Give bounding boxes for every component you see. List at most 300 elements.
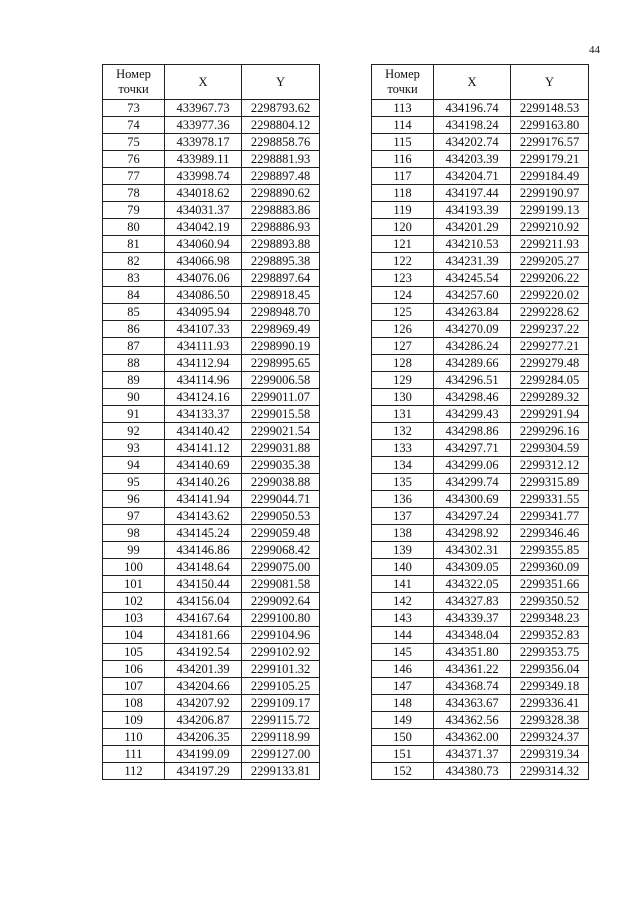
point-number-header <box>103 65 165 100</box>
table-row <box>103 678 320 695</box>
y-coordinate-cell: 2298858.76 <box>242 134 320 151</box>
x-coordinate-cell: 434156.04 <box>165 593 242 610</box>
x-header: X <box>434 65 511 100</box>
point-number-cell: 149 <box>372 712 434 729</box>
point-number-cell: 120 <box>372 219 434 236</box>
point-number-cell: 113 <box>372 100 434 117</box>
y-coordinate-cell: 2299277.21 <box>511 338 589 355</box>
y-coordinate-cell: 2299346.46 <box>511 525 589 542</box>
x-coordinate-cell: 434263.84 <box>434 304 511 321</box>
y-coordinate-cell: 2298918.45 <box>242 287 320 304</box>
point-number-cell: 118 <box>372 185 434 202</box>
point-number-cell: 111 <box>103 746 165 763</box>
header-row <box>103 65 320 100</box>
table-row <box>372 151 589 168</box>
x-coordinate-cell: 434298.86 <box>434 423 511 440</box>
x-coordinate-cell: 434270.09 <box>434 321 511 338</box>
y-coordinate-cell: 2299115.72 <box>242 712 320 729</box>
y-coordinate-cell: 2298793.62 <box>242 100 320 117</box>
point-number-cell: 114 <box>372 117 434 134</box>
x-coordinate-cell: 434322.05 <box>434 576 511 593</box>
table-row <box>372 695 589 712</box>
point-number-cell: 104 <box>103 627 165 644</box>
table-row <box>103 542 320 559</box>
y-coordinate-cell: 2299011.07 <box>242 389 320 406</box>
x-coordinate-cell: 434298.92 <box>434 525 511 542</box>
table-row <box>372 287 589 304</box>
y-coordinate-cell: 2299104.96 <box>242 627 320 644</box>
point-number-header-line1: Номер <box>116 67 151 81</box>
y-coordinate-cell: 2299349.18 <box>511 678 589 695</box>
x-coordinate-cell: 434031.37 <box>165 202 242 219</box>
table-row <box>103 661 320 678</box>
table-row <box>372 559 589 576</box>
x-coordinate-cell: 434201.39 <box>165 661 242 678</box>
x-coordinate-cell: 434066.98 <box>165 253 242 270</box>
y-coordinate-cell: 2299328.38 <box>511 712 589 729</box>
x-coordinate-cell: 434143.62 <box>165 508 242 525</box>
x-coordinate-cell: 434351.80 <box>434 644 511 661</box>
x-coordinate-cell: 434140.26 <box>165 474 242 491</box>
table-row <box>103 559 320 576</box>
point-number-cell: 152 <box>372 763 434 780</box>
y-coordinate-cell: 2299015.58 <box>242 406 320 423</box>
x-coordinate-cell: 434133.37 <box>165 406 242 423</box>
x-coordinate-cell: 434018.62 <box>165 185 242 202</box>
table-row <box>103 610 320 627</box>
table-row <box>372 474 589 491</box>
x-coordinate-cell: 434112.94 <box>165 355 242 372</box>
point-number-cell: 112 <box>103 763 165 780</box>
x-coordinate-cell: 434086.50 <box>165 287 242 304</box>
table-row <box>372 763 589 780</box>
x-coordinate-cell: 434302.31 <box>434 542 511 559</box>
y-coordinate-cell: 2299279.48 <box>511 355 589 372</box>
point-number-cell: 116 <box>372 151 434 168</box>
x-coordinate-cell: 434076.06 <box>165 270 242 287</box>
y-coordinate-cell: 2299353.75 <box>511 644 589 661</box>
y-coordinate-cell: 2299228.62 <box>511 304 589 321</box>
point-number-cell: 110 <box>103 729 165 746</box>
point-number-cell: 141 <box>372 576 434 593</box>
point-number-cell: 98 <box>103 525 165 542</box>
x-coordinate-cell: 434145.24 <box>165 525 242 542</box>
y-coordinate-cell: 2298897.48 <box>242 168 320 185</box>
point-number-cell: 106 <box>103 661 165 678</box>
y-coordinate-cell: 2299118.99 <box>242 729 320 746</box>
point-number-cell: 79 <box>103 202 165 219</box>
y-coordinate-cell: 2299184.49 <box>511 168 589 185</box>
y-coordinate-cell: 2298893.88 <box>242 236 320 253</box>
table-row <box>103 474 320 491</box>
y-header: Y <box>242 65 320 100</box>
y-coordinate-cell: 2299059.48 <box>242 525 320 542</box>
point-number-cell: 101 <box>103 576 165 593</box>
table-row <box>372 644 589 661</box>
table-row <box>103 389 320 406</box>
table-row <box>103 270 320 287</box>
x-coordinate-cell: 434289.66 <box>434 355 511 372</box>
x-coordinate-cell: 434141.94 <box>165 491 242 508</box>
point-number-header-line2: точки <box>387 82 418 96</box>
table-row <box>103 134 320 151</box>
coordinates-table-right <box>371 64 589 780</box>
y-coordinate-cell: 2299341.77 <box>511 508 589 525</box>
point-number-cell: 91 <box>103 406 165 423</box>
x-coordinate-cell: 434193.39 <box>434 202 511 219</box>
y-coordinate-cell: 2299315.89 <box>511 474 589 491</box>
table-header <box>103 65 320 100</box>
point-number-cell: 90 <box>103 389 165 406</box>
point-number-cell: 119 <box>372 202 434 219</box>
point-number-cell: 145 <box>372 644 434 661</box>
y-coordinate-cell: 2298890.62 <box>242 185 320 202</box>
x-coordinate-cell: 434362.00 <box>434 729 511 746</box>
point-number-cell: 135 <box>372 474 434 491</box>
coordinates-table-left <box>102 64 320 780</box>
table-row <box>103 117 320 134</box>
table-row <box>372 406 589 423</box>
x-coordinate-cell: 433977.36 <box>165 117 242 134</box>
table-body <box>103 100 320 780</box>
y-coordinate-cell: 2299031.88 <box>242 440 320 457</box>
y-coordinate-cell: 2299100.80 <box>242 610 320 627</box>
table-row <box>372 338 589 355</box>
y-coordinate-cell: 2299237.22 <box>511 321 589 338</box>
y-coordinate-cell: 2298948.70 <box>242 304 320 321</box>
y-coordinate-cell: 2298883.86 <box>242 202 320 219</box>
point-number-cell: 87 <box>103 338 165 355</box>
y-coordinate-cell: 2299006.58 <box>242 372 320 389</box>
table-row <box>372 219 589 236</box>
x-coordinate-cell: 434141.12 <box>165 440 242 457</box>
point-number-cell: 143 <box>372 610 434 627</box>
point-number-cell: 108 <box>103 695 165 712</box>
table-row <box>103 695 320 712</box>
y-coordinate-cell: 2299312.12 <box>511 457 589 474</box>
point-number-cell: 95 <box>103 474 165 491</box>
table-row <box>103 100 320 117</box>
point-number-cell: 126 <box>372 321 434 338</box>
point-number-cell: 123 <box>372 270 434 287</box>
table-row <box>103 423 320 440</box>
x-coordinate-cell: 434197.29 <box>165 763 242 780</box>
y-coordinate-cell: 2299092.64 <box>242 593 320 610</box>
x-coordinate-cell: 434371.37 <box>434 746 511 763</box>
point-number-cell: 94 <box>103 457 165 474</box>
x-coordinate-cell: 434348.04 <box>434 627 511 644</box>
point-number-cell: 136 <box>372 491 434 508</box>
x-coordinate-cell: 434192.54 <box>165 644 242 661</box>
x-coordinate-cell: 434204.66 <box>165 678 242 695</box>
point-number-cell: 125 <box>372 304 434 321</box>
x-coordinate-cell: 434095.94 <box>165 304 242 321</box>
x-coordinate-cell: 434361.22 <box>434 661 511 678</box>
x-coordinate-cell: 434201.29 <box>434 219 511 236</box>
x-coordinate-cell: 434042.19 <box>165 219 242 236</box>
y-coordinate-cell: 2299075.00 <box>242 559 320 576</box>
table-row <box>103 151 320 168</box>
x-coordinate-cell: 434107.33 <box>165 321 242 338</box>
table-row <box>103 576 320 593</box>
table-row <box>372 117 589 134</box>
point-number-cell: 137 <box>372 508 434 525</box>
y-coordinate-cell: 2299101.32 <box>242 661 320 678</box>
x-coordinate-cell: 434296.51 <box>434 372 511 389</box>
table-row <box>372 321 589 338</box>
point-number-cell: 75 <box>103 134 165 151</box>
x-coordinate-cell: 434111.93 <box>165 338 242 355</box>
y-coordinate-cell: 2298895.38 <box>242 253 320 270</box>
y-coordinate-cell: 2299081.58 <box>242 576 320 593</box>
point-number-cell: 139 <box>372 542 434 559</box>
x-coordinate-cell: 434297.24 <box>434 508 511 525</box>
y-coordinate-cell: 2299336.41 <box>511 695 589 712</box>
x-coordinate-cell: 434202.74 <box>434 134 511 151</box>
point-number-cell: 130 <box>372 389 434 406</box>
y-coordinate-cell: 2299352.83 <box>511 627 589 644</box>
table-row <box>372 729 589 746</box>
point-number-cell: 138 <box>372 525 434 542</box>
y-coordinate-cell: 2299179.21 <box>511 151 589 168</box>
x-coordinate-cell: 434140.42 <box>165 423 242 440</box>
x-coordinate-cell: 434124.16 <box>165 389 242 406</box>
y-coordinate-cell: 2299190.97 <box>511 185 589 202</box>
table-body <box>372 100 589 780</box>
point-number-header-line2: точки <box>118 82 149 96</box>
point-number-cell: 109 <box>103 712 165 729</box>
table-row <box>103 372 320 389</box>
point-number-cell: 129 <box>372 372 434 389</box>
y-coordinate-cell: 2299068.42 <box>242 542 320 559</box>
point-number-cell: 144 <box>372 627 434 644</box>
x-coordinate-cell: 434297.71 <box>434 440 511 457</box>
x-coordinate-cell: 434231.39 <box>434 253 511 270</box>
table-row <box>372 236 589 253</box>
table-row <box>103 525 320 542</box>
table-row <box>372 457 589 474</box>
point-number-header <box>372 65 434 100</box>
point-number-cell: 74 <box>103 117 165 134</box>
table-row <box>103 491 320 508</box>
y-coordinate-cell: 2299291.94 <box>511 406 589 423</box>
x-coordinate-cell: 434257.60 <box>434 287 511 304</box>
table-row <box>103 168 320 185</box>
table-row <box>103 253 320 270</box>
y-coordinate-cell: 2299102.92 <box>242 644 320 661</box>
x-coordinate-cell: 434199.09 <box>165 746 242 763</box>
table-row <box>103 236 320 253</box>
x-coordinate-cell: 434299.43 <box>434 406 511 423</box>
x-coordinate-cell: 434181.66 <box>165 627 242 644</box>
y-coordinate-cell: 2299127.00 <box>242 746 320 763</box>
point-number-cell: 107 <box>103 678 165 695</box>
x-coordinate-cell: 434327.83 <box>434 593 511 610</box>
x-coordinate-cell: 434206.87 <box>165 712 242 729</box>
x-coordinate-cell: 434207.92 <box>165 695 242 712</box>
table-row <box>103 185 320 202</box>
table-row <box>103 355 320 372</box>
x-coordinate-cell: 433978.17 <box>165 134 242 151</box>
x-coordinate-cell: 434198.24 <box>434 117 511 134</box>
y-coordinate-cell: 2298804.12 <box>242 117 320 134</box>
point-number-cell: 89 <box>103 372 165 389</box>
point-number-cell: 121 <box>372 236 434 253</box>
table-row <box>372 372 589 389</box>
y-coordinate-cell: 2298995.65 <box>242 355 320 372</box>
y-coordinate-cell: 2299044.71 <box>242 491 320 508</box>
x-header: X <box>165 65 242 100</box>
table-row <box>372 525 589 542</box>
x-coordinate-cell: 434299.74 <box>434 474 511 491</box>
y-coordinate-cell: 2299176.57 <box>511 134 589 151</box>
point-number-cell: 117 <box>372 168 434 185</box>
point-number-cell: 96 <box>103 491 165 508</box>
table-row <box>372 304 589 321</box>
point-number-cell: 81 <box>103 236 165 253</box>
y-coordinate-cell: 2299355.85 <box>511 542 589 559</box>
x-coordinate-cell: 434060.94 <box>165 236 242 253</box>
y-coordinate-cell: 2299220.02 <box>511 287 589 304</box>
table-header <box>372 65 589 100</box>
y-coordinate-cell: 2299289.32 <box>511 389 589 406</box>
table-row <box>372 712 589 729</box>
table-row <box>103 304 320 321</box>
y-coordinate-cell: 2298881.93 <box>242 151 320 168</box>
point-number-cell: 93 <box>103 440 165 457</box>
y-header: Y <box>511 65 589 100</box>
point-number-cell: 122 <box>372 253 434 270</box>
point-number-cell: 97 <box>103 508 165 525</box>
y-coordinate-cell: 2299296.16 <box>511 423 589 440</box>
point-number-cell: 82 <box>103 253 165 270</box>
table-row <box>103 338 320 355</box>
table-row <box>103 287 320 304</box>
table-row <box>103 406 320 423</box>
table-row <box>372 100 589 117</box>
x-coordinate-cell: 434148.64 <box>165 559 242 576</box>
x-coordinate-cell: 434298.46 <box>434 389 511 406</box>
point-number-cell: 105 <box>103 644 165 661</box>
point-number-cell: 85 <box>103 304 165 321</box>
y-coordinate-cell: 2299148.53 <box>511 100 589 117</box>
table-row <box>103 593 320 610</box>
table-row <box>103 763 320 780</box>
y-coordinate-cell: 2299038.88 <box>242 474 320 491</box>
table-row <box>103 219 320 236</box>
y-coordinate-cell: 2298969.49 <box>242 321 320 338</box>
x-coordinate-cell: 434362.56 <box>434 712 511 729</box>
x-coordinate-cell: 434150.44 <box>165 576 242 593</box>
x-coordinate-cell: 434286.24 <box>434 338 511 355</box>
y-coordinate-cell: 2299284.05 <box>511 372 589 389</box>
point-number-cell: 132 <box>372 423 434 440</box>
point-number-cell: 102 <box>103 593 165 610</box>
table-row <box>372 185 589 202</box>
y-coordinate-cell: 2299331.55 <box>511 491 589 508</box>
x-coordinate-cell: 434146.86 <box>165 542 242 559</box>
point-number-cell: 80 <box>103 219 165 236</box>
table-row <box>372 576 589 593</box>
y-coordinate-cell: 2298897.64 <box>242 270 320 287</box>
table-row <box>372 134 589 151</box>
y-coordinate-cell: 2299350.52 <box>511 593 589 610</box>
point-number-cell: 133 <box>372 440 434 457</box>
point-number-cell: 86 <box>103 321 165 338</box>
x-coordinate-cell: 434299.06 <box>434 457 511 474</box>
y-coordinate-cell: 2299324.37 <box>511 729 589 746</box>
y-coordinate-cell: 2299133.81 <box>242 763 320 780</box>
x-coordinate-cell: 434167.64 <box>165 610 242 627</box>
table-row <box>372 491 589 508</box>
x-coordinate-cell: 434339.37 <box>434 610 511 627</box>
point-number-cell: 146 <box>372 661 434 678</box>
point-number-cell: 131 <box>372 406 434 423</box>
point-number-cell: 92 <box>103 423 165 440</box>
point-number-cell: 83 <box>103 270 165 287</box>
y-coordinate-cell: 2299356.04 <box>511 661 589 678</box>
point-number-cell: 128 <box>372 355 434 372</box>
x-coordinate-cell: 434210.53 <box>434 236 511 253</box>
x-coordinate-cell: 434197.44 <box>434 185 511 202</box>
x-coordinate-cell: 433989.11 <box>165 151 242 168</box>
table-row <box>372 253 589 270</box>
y-coordinate-cell: 2299211.93 <box>511 236 589 253</box>
point-number-cell: 134 <box>372 457 434 474</box>
table-row <box>103 202 320 219</box>
y-coordinate-cell: 2299206.22 <box>511 270 589 287</box>
table-row <box>372 202 589 219</box>
point-number-cell: 142 <box>372 593 434 610</box>
x-coordinate-cell: 433998.74 <box>165 168 242 185</box>
x-coordinate-cell: 434380.73 <box>434 763 511 780</box>
x-coordinate-cell: 434140.69 <box>165 457 242 474</box>
point-number-cell: 103 <box>103 610 165 627</box>
x-coordinate-cell: 434204.71 <box>434 168 511 185</box>
point-number-cell: 78 <box>103 185 165 202</box>
point-number-cell: 77 <box>103 168 165 185</box>
point-number-cell: 88 <box>103 355 165 372</box>
y-coordinate-cell: 2299021.54 <box>242 423 320 440</box>
point-number-cell: 76 <box>103 151 165 168</box>
y-coordinate-cell: 2299319.34 <box>511 746 589 763</box>
table-row <box>372 270 589 287</box>
table-row <box>103 457 320 474</box>
point-number-cell: 100 <box>103 559 165 576</box>
y-coordinate-cell: 2299050.53 <box>242 508 320 525</box>
point-number-cell: 151 <box>372 746 434 763</box>
table-row <box>103 729 320 746</box>
table-row <box>103 321 320 338</box>
x-coordinate-cell: 434114.96 <box>165 372 242 389</box>
x-coordinate-cell: 434300.69 <box>434 491 511 508</box>
y-coordinate-cell: 2299205.27 <box>511 253 589 270</box>
point-number-cell: 150 <box>372 729 434 746</box>
x-coordinate-cell: 433967.73 <box>165 100 242 117</box>
point-number-cell: 127 <box>372 338 434 355</box>
y-coordinate-cell: 2299351.66 <box>511 576 589 593</box>
y-coordinate-cell: 2298886.93 <box>242 219 320 236</box>
y-coordinate-cell: 2299035.38 <box>242 457 320 474</box>
y-coordinate-cell: 2299105.25 <box>242 678 320 695</box>
x-coordinate-cell: 434196.74 <box>434 100 511 117</box>
point-number-header-line1: Номер <box>385 67 420 81</box>
point-number-cell: 99 <box>103 542 165 559</box>
x-coordinate-cell: 434245.54 <box>434 270 511 287</box>
x-coordinate-cell: 434203.39 <box>434 151 511 168</box>
table-row <box>372 389 589 406</box>
y-coordinate-cell: 2299304.59 <box>511 440 589 457</box>
